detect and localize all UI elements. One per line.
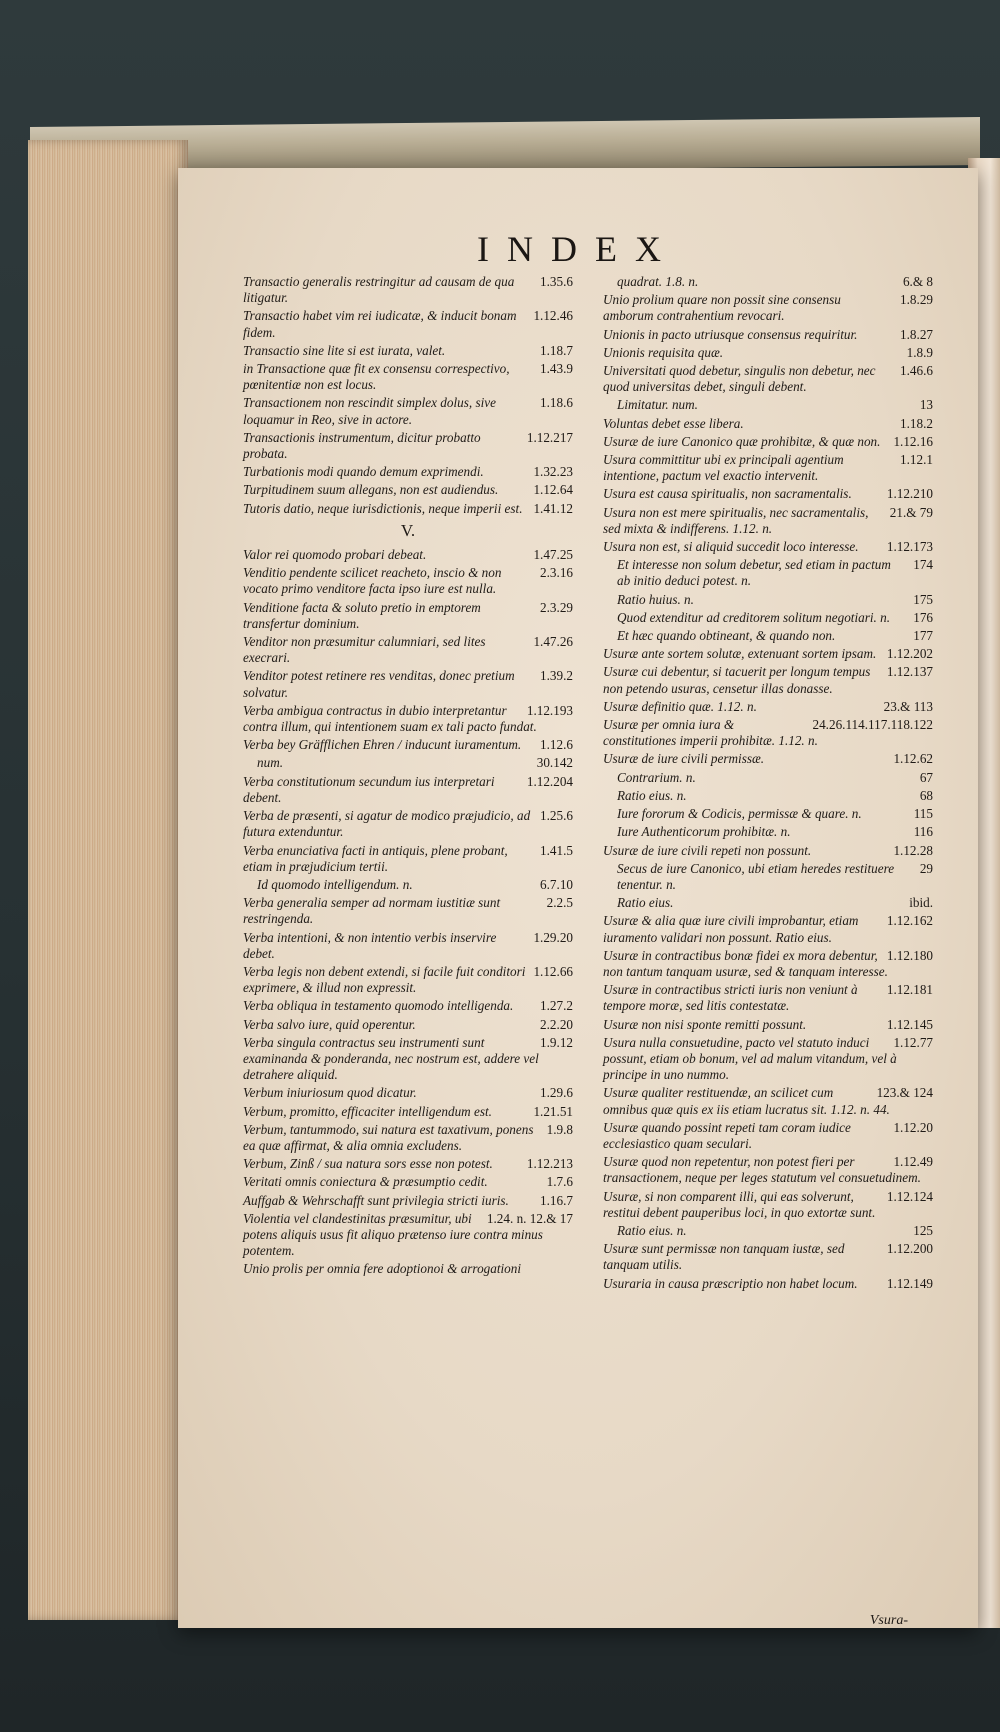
entry-text: Unio prolium quare non possit sine consensu amborum contrahentium revocari.	[603, 292, 841, 324]
index-entry	[243, 547, 573, 563]
entry-text: Verba enunciativa facti in antiquis, plene probant, etiam in præjudicium tertii.	[243, 842, 508, 874]
index-entry	[243, 1085, 573, 1101]
entry-text: Unionis in pacto utriusque consensus requiritur.	[603, 326, 858, 342]
entry-text: Limitatur. num.	[617, 397, 698, 413]
entry-reference: 1.12.202	[886, 646, 933, 662]
entry-text: Ratio eius. n.	[617, 1222, 687, 1238]
entry-reference: 1.12.124	[886, 1188, 933, 1204]
entry-reference: 1.12.193	[526, 702, 573, 718]
index-entry	[603, 274, 933, 290]
entry-text: Secus de iure Canonico, ubi etiam heredes restituere tenentur. n.	[617, 860, 895, 892]
entry-reference: 1.12.181	[886, 982, 933, 998]
book-page-edges	[28, 140, 188, 1620]
right-column	[603, 274, 933, 1294]
entry-reference: 1.7.6	[546, 1174, 573, 1190]
entry-text: Id quomodo intelligendum. n.	[257, 876, 413, 892]
entry-reference: 1.12.1	[900, 452, 933, 468]
index-entry	[603, 327, 933, 343]
index-entry	[243, 1104, 573, 1120]
entry-reference: 1.12.173	[886, 539, 933, 555]
entry-text: Veritati omnis coniectura & præsumptio cedit.	[243, 1174, 488, 1190]
entry-reference: 1.12.180	[886, 947, 933, 963]
entry-reference: 1.35.6	[540, 274, 573, 289]
index-entry	[243, 1156, 573, 1172]
entry-text: Usuræ in contractibus bonæ fidei ex mora debentur, non tantum tanquam usuræ, sed & tanquam interesse.	[603, 947, 888, 979]
entry-reference: 67	[919, 769, 933, 785]
index-entry	[243, 565, 573, 597]
index-entry	[603, 861, 933, 893]
entry-reference: 1.12.46	[533, 308, 573, 324]
entry-reference: 1.18.7	[540, 342, 573, 358]
index-entry	[603, 664, 933, 696]
entry-text: Transactio habet vim rei iudicatæ, & inducit bonam fidem.	[243, 308, 517, 340]
entry-reference: 115	[913, 806, 933, 822]
entry-reference: 1.12.162	[886, 913, 933, 929]
index-entry	[603, 843, 933, 859]
entry-text: Universitati quod debetur, singulis non debetur, nec quod universitas debet, singuli debent.	[603, 363, 876, 395]
entry-text: Usura nulla consuetudine, pacto vel statuto induci possunt, etiam ob bonum, vel ad malum vitandum, vel à principe in uno nummo.	[603, 1034, 897, 1083]
index-entry	[243, 361, 573, 393]
entry-reference: 1.12.66	[533, 963, 573, 979]
entry-text: num.	[257, 755, 284, 771]
index-entry	[603, 824, 933, 840]
entry-reference: 1.12.6	[540, 737, 573, 753]
index-entry	[603, 416, 933, 432]
entry-text: Iure Authenticorum prohibitæ. n.	[617, 824, 791, 840]
entry-reference: 1.12.204	[526, 773, 573, 789]
index-entry	[243, 930, 573, 962]
entry-reference: 1.29.20	[533, 929, 573, 945]
entry-text: Venditio pendente scilicet reacheto, inscio & non vocato primo venditore facta ipso iure est nulla.	[243, 565, 502, 597]
entry-reference: 1.12.145	[886, 1016, 933, 1032]
entry-reference: 68	[919, 787, 933, 803]
entry-text: Turbationis modi quando demum exprimendi.	[243, 464, 484, 480]
entry-reference: 1.47.26	[533, 634, 573, 650]
index-entry	[243, 1174, 573, 1190]
index-entry	[603, 1223, 933, 1239]
entry-text: Verbum, tantummodo, sui natura est taxativum, ponens ea quæ affirmat, & alia omnia excludens.	[243, 1121, 534, 1153]
index-entry	[243, 774, 573, 806]
index-entry	[603, 699, 933, 715]
index-entry	[243, 668, 573, 700]
index-entry	[603, 806, 933, 822]
entry-reference: 1.12.200	[886, 1241, 933, 1257]
index-entry	[243, 1193, 573, 1209]
index-entry	[243, 395, 573, 427]
index-entry	[603, 770, 933, 786]
entry-reference: 177	[913, 628, 933, 644]
entry-text: Tutoris datio, neque iurisdictionis, neque imperii est.	[243, 500, 523, 516]
entry-reference: 6.& 8	[902, 274, 933, 289]
entry-text: Verba constitutionum secundum ius interpretari debent.	[243, 773, 495, 805]
index-entry	[243, 1261, 573, 1277]
entry-text: Venditor potest retinere res venditas, donec pretium solvatur.	[243, 668, 515, 700]
entry-text: Verba ambigua contractus in dubio interpretantur contra illum, qui intentionem suam ex tali pacto fundat.	[243, 702, 537, 735]
entry-text: Voluntas debet esse libera.	[603, 415, 744, 431]
index-entry	[243, 274, 573, 306]
index-entry	[603, 1120, 933, 1152]
index-entry	[603, 628, 933, 644]
entry-text: Unionis requisita quæ.	[603, 344, 724, 360]
entry-reference: 1.25.6	[540, 808, 573, 824]
entry-text: Verba de præsenti, si agatur de modico præjudicio, ad futura extenduntur.	[243, 808, 531, 840]
entry-reference: 24.26.114.117.118.122	[812, 717, 933, 733]
entry-text: Usuræ cui debentur, si tacuerit per longum tempus non petendo usuras, censetur illas donasse.	[603, 664, 871, 696]
index-entry	[603, 1189, 933, 1221]
index-entry	[603, 557, 933, 589]
index-entry	[243, 703, 573, 735]
entry-text: Iure fororum & Codicis, permissæ & quare. n.	[617, 806, 862, 822]
entry-text: Usuræ definitio quæ. 1.12. n.	[603, 698, 757, 714]
index-entry	[243, 964, 573, 996]
index-entry	[603, 982, 933, 1014]
entry-text: Verba obliqua in testamento quomodo intelligenda.	[243, 998, 514, 1014]
index-entry	[243, 343, 573, 359]
entry-text: Usuræ quod non repetentur, non potest fieri per transactionem, neque per leges statutum vel consuetudinem.	[603, 1154, 921, 1186]
entry-reference: 1.16.7	[540, 1192, 573, 1208]
index-entry	[243, 843, 573, 875]
entry-reference: 1.12.20	[893, 1119, 933, 1135]
index-entry	[603, 1241, 933, 1273]
entry-text: Ratio eius. n.	[617, 787, 687, 803]
entry-reference: 1.29.6	[540, 1085, 573, 1101]
entry-text: Verba salvo iure, quid operentur.	[243, 1016, 416, 1032]
index-entry	[603, 345, 933, 361]
entry-reference: 175	[913, 591, 933, 607]
entry-text: Usura est causa spiritualis, non sacramentalis.	[603, 486, 852, 502]
entry-reference: 2.3.29	[540, 599, 573, 615]
entry-reference: 2.2.20	[540, 1016, 573, 1032]
entry-text: Usura non est mere spiritualis, nec sacramentalis, sed mixta & indifferens. 1.12. n.	[603, 504, 869, 536]
index-entry	[603, 539, 933, 555]
entry-text: Usuræ sunt permissæ non tanquam iustæ, sed tanquam utilis.	[603, 1241, 845, 1273]
entry-reference: 1.12.137	[886, 664, 933, 680]
entry-reference: 1.12.28	[893, 842, 933, 858]
index-entry	[603, 434, 933, 450]
index-entry	[243, 600, 573, 632]
entry-reference: 1.12.49	[893, 1154, 933, 1170]
entry-text: Usuraria in causa præscriptio non habet locum.	[603, 1275, 858, 1291]
entry-text: Verba bey Gräfflichen Ehren / inducunt iuramentum.	[243, 737, 522, 753]
entry-reference: 1.27.2	[540, 998, 573, 1014]
entry-text: Usuræ per omnia iura & constitutiones imperii prohibitæ. 1.12. n.	[603, 717, 818, 749]
entry-text: Venditione facta & soluto pretio in emptorem transfertur dominium.	[243, 599, 481, 631]
index-entry	[603, 1035, 933, 1084]
entry-text: quadrat. 1.8. n.	[617, 274, 699, 289]
index-entry	[603, 486, 933, 502]
index-page	[178, 168, 978, 1628]
index-entry	[603, 452, 933, 484]
index-entry	[243, 895, 573, 927]
entry-text: Verba intentioni, & non intentio verbis inservire debet.	[243, 929, 497, 961]
entry-reference: 1.12.149	[886, 1275, 933, 1291]
entry-text: Usuræ & alia quæ iure civili improbantur, etiam iuramento validari non possunt. Ratio eius.	[603, 913, 859, 945]
entry-reference: 174	[913, 557, 933, 573]
entry-text: Usuræ ante sortem solutæ, extenuant sortem ipsam.	[603, 646, 877, 662]
entry-reference: 13	[919, 397, 933, 413]
entry-reference: 1.12.217	[526, 429, 573, 445]
index-entry	[603, 592, 933, 608]
entry-text: Et interesse non solum debetur, sed etiam in pactum ab initio deduci potest. n.	[617, 557, 891, 589]
index-entry	[603, 397, 933, 413]
index-entry	[243, 482, 573, 498]
index-entry	[243, 464, 573, 480]
index-entry	[603, 895, 933, 911]
entry-text: Violentia vel clandestinitas præsumitur, ubi potens aliquis usus fit aliquo prætenso iure contra minus potentem.	[243, 1210, 543, 1259]
entry-text: Usuræ de iure Canonico quæ prohibitæ, & quæ non.	[603, 433, 881, 449]
index-entry	[243, 998, 573, 1014]
entry-text: Quod extenditur ad creditorem solitum negotiari. n.	[617, 609, 890, 625]
entry-reference: 123.& 124	[876, 1085, 933, 1101]
entry-reference: 1.12.16	[893, 433, 933, 449]
entry-reference: 1.41.12	[533, 500, 573, 516]
entry-text: Usura committitur ubi ex principali agentium intentione, pactum vel exactio intervenit.	[603, 452, 844, 484]
catchword: Vsura-	[869, 1613, 908, 1628]
index-entry	[603, 610, 933, 626]
entry-text: Et hæc quando obtineant, & quando non.	[617, 628, 836, 644]
entry-reference: 1.18.2	[900, 415, 933, 431]
entry-text: Usuræ qualiter restituendæ, an scilicet cum omnibus quæ quis ex iis etiam lucratus sit. 1.12. n. 44.	[603, 1085, 890, 1117]
entry-reference: 2.3.16	[540, 565, 573, 581]
index-entry	[243, 501, 573, 517]
index-entry	[603, 788, 933, 804]
entry-reference: 2.2.5	[546, 895, 573, 911]
page-title: INDEX	[477, 229, 679, 269]
entry-text: Auffgab & Wehrschafft sunt privilegia stricti iuris.	[243, 1192, 509, 1208]
index-entry	[243, 634, 573, 666]
index-entry	[603, 1085, 933, 1117]
index-entry	[243, 877, 573, 893]
entry-reference: 1.18.6	[540, 395, 573, 411]
entry-text: Usuræ non nisi sponte remitti possunt.	[603, 1016, 807, 1032]
entry-reference: 1.8.9	[906, 344, 933, 360]
entry-reference: 1.12.64	[533, 482, 573, 498]
index-entry	[243, 308, 573, 340]
entry-text: Usura non est, si aliquid succedit loco interesse.	[603, 539, 859, 555]
entry-reference: 125	[913, 1222, 933, 1238]
entry-text: Usuræ quando possint repeti tam coram iudice ecclesiastico quam seculari.	[603, 1119, 851, 1151]
index-entry	[603, 751, 933, 767]
entry-text: Transactionem non rescindit simplex dolus, sive loquamur in Reo, sive in actore.	[243, 395, 496, 427]
entry-text: Verbum iniuriosum quod dicatur.	[243, 1085, 417, 1101]
entry-reference: 1.8.27	[900, 326, 933, 342]
entry-text: Ratio huius. n.	[617, 591, 694, 607]
entry-text: Venditor non præsumitur calumniari, sed lites execrari.	[243, 634, 486, 666]
entry-text: Transactionis instrumentum, dicitur probatto probata.	[243, 429, 481, 462]
entry-reference: 1.9.8	[546, 1121, 573, 1137]
index-entry	[243, 1017, 573, 1033]
index-entry	[603, 1276, 933, 1292]
entry-text: Ratio eius.	[617, 895, 674, 911]
index-entry	[243, 808, 573, 840]
entry-text: Usuræ de iure civili permissæ.	[603, 751, 765, 767]
entry-text: Contrarium. n.	[617, 769, 696, 785]
entry-reference: 1.12.77	[893, 1034, 933, 1050]
entry-text: Verbum, promitto, efficaciter intelligendum est.	[243, 1103, 492, 1119]
entry-reference: 6.7.10	[540, 876, 573, 892]
entry-reference: 1.8.29	[900, 292, 933, 308]
index-entry	[243, 1035, 573, 1084]
entry-reference: 1.47.25	[533, 547, 573, 563]
index-entry	[243, 1122, 573, 1154]
entry-text: Usuræ de iure civili repeti non possunt.	[603, 842, 812, 858]
index-entry	[603, 717, 933, 749]
entry-text: Transactio generalis restringitur ad causam de qua litigatur.	[243, 274, 515, 306]
index-entry	[603, 948, 933, 980]
index-entry	[603, 363, 933, 395]
index-entry	[603, 1017, 933, 1033]
entry-reference: 1.21.51	[533, 1103, 573, 1119]
entry-reference: 176	[913, 609, 933, 625]
section-heading: V.	[400, 520, 416, 540]
entry-reference: ibid.	[909, 895, 933, 911]
entry-reference: 1.12.62	[893, 751, 933, 767]
entry-text: Turpitudinem suum allegans, non est audiendus.	[243, 482, 499, 498]
index-entry	[243, 755, 573, 771]
entry-text: Verbum, Zinß / sua natura sors esse non potest.	[243, 1156, 493, 1172]
entry-text: Valor rei quomodo probari debeat.	[243, 547, 427, 563]
entry-reference: 29	[919, 860, 933, 876]
index-entry	[603, 646, 933, 662]
index-entry	[603, 505, 933, 537]
entry-reference: 1.12.213	[526, 1156, 573, 1172]
index-entry	[603, 913, 933, 945]
entry-reference: 1.41.5	[540, 842, 573, 858]
entry-text: Verba legis non debent extendi, si facile fuit conditori exprimere, & illud non expressit.	[243, 963, 526, 996]
entry-reference: 1.12.210	[886, 486, 933, 502]
entry-text: Transactio sine lite si est iurata, valet.	[243, 342, 446, 358]
entry-reference: 1.43.9	[540, 361, 573, 377]
entry-text: Verba generalia semper ad normam iustitiæ sunt restringenda.	[243, 895, 501, 927]
entry-text: Usuræ, si non comparent illi, qui eas solverunt, restitui debent pauperibus loci, in quo extortæ sunt.	[603, 1188, 876, 1220]
entry-reference: 116	[913, 824, 933, 840]
entry-text: Verba singula contractus seu instrumenti sunt examinanda & ponderanda, nec nostrum est, addere vel detrahere aliquid.	[243, 1034, 539, 1083]
left-column	[243, 274, 573, 1280]
index-entry	[603, 1154, 933, 1186]
index-entry	[243, 430, 573, 462]
entry-reference: 21.& 79	[889, 504, 933, 520]
entry-reference: 30.142	[536, 755, 573, 771]
entry-reference: 1.46.6	[900, 363, 933, 379]
entry-reference: 1.24. n. 12.& 17	[486, 1210, 573, 1226]
entry-reference: 1.32.23	[533, 464, 573, 480]
entry-text: Usuræ in contractibus stricti iuris non veniunt à tempore moræ, sed litis contestatæ.	[603, 982, 858, 1014]
entry-reference: 1.39.2	[540, 668, 573, 684]
entry-reference: 1.9.12	[540, 1034, 573, 1050]
index-entry	[603, 292, 933, 324]
entry-text: in Transactione quæ fit ex consensu correspectivo, pœnitentiæ non est locus.	[243, 361, 510, 393]
index-entry	[243, 1211, 573, 1260]
entry-reference: 23.& 113	[883, 698, 933, 714]
index-entry	[243, 737, 573, 753]
entry-text: Unio prolis per omnia fere adoptionoi & arrogationi	[243, 1261, 522, 1277]
